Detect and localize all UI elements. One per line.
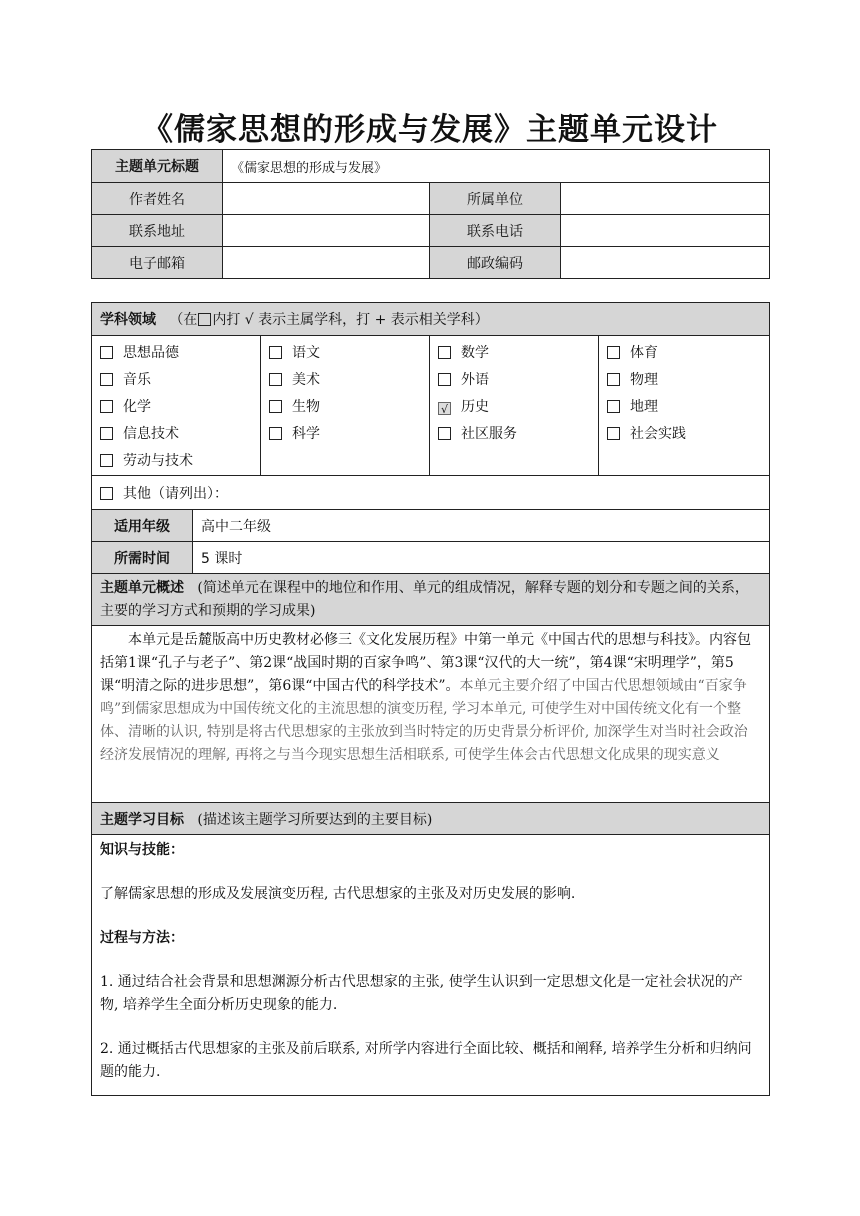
author-label: 作者姓名: [92, 183, 223, 215]
overview-text-secondary: 本单元主要介绍了中国古代思想领域由“百家争鸣”到儒家思想成为中国传统文化的主流思想的演变历程, 学习本单元, 可使学生对中国传统文化有一个整体、清晰的认识, 特别是将古代思想家的主张放到当时特定的历史背景分析评价, 加深学生对当时社会政治经济发展情况的理解, 再将之与当今现实思想生活相联系, 可使学生体会古代思想文化成果的现实意义: [100, 678, 748, 763]
subject-col-2: [261, 336, 430, 476]
subject-label: 物理: [630, 372, 658, 388]
checkbox-icon[interactable]: [607, 427, 620, 440]
subject-label: 音乐: [123, 372, 151, 388]
subject-item[interactable]: [607, 369, 761, 391]
subject-item[interactable]: [607, 423, 761, 445]
checkbox-icon[interactable]: [269, 400, 282, 413]
subjects-header-note-prefix: （在: [169, 312, 198, 328]
subject-item[interactable]: [269, 369, 421, 391]
subject-label: 生物: [292, 399, 320, 415]
overview-body[interactable]: [92, 626, 770, 803]
checkbox-icon[interactable]: [100, 373, 113, 386]
subject-item[interactable]: [269, 342, 421, 364]
subject-item[interactable]: [438, 423, 590, 445]
checkbox-icon[interactable]: [438, 346, 451, 359]
subject-label: 历史: [461, 399, 489, 415]
subject-other-row[interactable]: [92, 476, 770, 510]
subjects-header: [92, 303, 770, 336]
topic-label: 主题单元标题: [92, 150, 223, 183]
goals-note: (描述该主题学习所要达到的主要目标): [197, 811, 433, 828]
subject-label: 科学: [292, 426, 320, 442]
subject-col-4: [599, 336, 770, 476]
overview-text-main: 本单元是岳麓版高中历史教材必修三《文化发展历程》中第一单元《中国古代的思想与科技》。内容包括第1课“孔子与老子”、第2课“战国时期的百家争鸣”、第3课“汉代的大一统”，第4课“宋明理学”，第5课“明清之际的进步思想”，第6课“中国古代的科学技术”。: [100, 632, 751, 694]
subject-item[interactable]: [438, 369, 590, 391]
time-label: 所需时间: [92, 542, 193, 574]
subject-label: 体育: [630, 345, 658, 361]
subject-label: 信息技术: [123, 426, 179, 442]
subject-col-1: [92, 336, 261, 476]
info-table: [91, 149, 770, 279]
subject-item[interactable]: [100, 369, 252, 391]
subject-item[interactable]: [100, 396, 252, 418]
checkbox-icon[interactable]: [100, 427, 113, 440]
subject-item[interactable]: [100, 342, 252, 364]
page-title: 《儒家思想的形成与发展》主题单元设计: [142, 112, 718, 148]
subject-label: 外语: [461, 372, 489, 388]
subject-item[interactable]: [100, 450, 252, 472]
process-item-2: 2. 通过概括古代思想家的主张及前后联系, 对所学内容进行全面比较、概括和阐释, 培养学生分析和归纳问题的能力.: [100, 1041, 752, 1080]
goals-header: [92, 803, 770, 835]
unit-label: 所属单位: [430, 183, 561, 215]
postcode-label: 邮政编码: [430, 247, 561, 279]
subject-label: 美术: [292, 372, 320, 388]
subject-label: 社区服务: [461, 426, 517, 442]
overview-label: 主题单元概述: [100, 579, 184, 596]
subject-label: 地理: [630, 399, 658, 415]
address-label: 联系地址: [92, 215, 223, 247]
process-item-1: 1. 通过结合社会背景和思想渊源分析古代思想家的主张, 使学生认识到一定思想文化是一定社会状况的产物, 培养学生全面分析历史现象的能力.: [100, 974, 743, 1013]
topic-value[interactable]: 《儒家思想的形成与发展》: [223, 150, 770, 183]
subject-item[interactable]: [269, 423, 421, 445]
subject-label: 劳动与技术: [123, 453, 193, 469]
phone-label: 联系电话: [430, 215, 561, 247]
checkbox-icon[interactable]: [438, 373, 451, 386]
subject-item-history[interactable]: [438, 396, 590, 418]
checkbox-icon[interactable]: [100, 346, 113, 359]
process-heading: 过程与方法：: [100, 930, 184, 946]
checkbox-icon[interactable]: [269, 373, 282, 386]
subject-label: 语文: [292, 345, 320, 361]
overview-header: [92, 574, 770, 626]
subjects-header-note-suffix: 内打 √ 表示主属学科，打 + 表示相关学科）: [212, 312, 489, 328]
checkbox-icon[interactable]: [100, 487, 113, 500]
subject-other-label: 其他（请列出）：: [123, 485, 228, 502]
subject-label: 思想品德: [123, 345, 179, 361]
subject-label: 数学: [461, 345, 489, 361]
grade-value[interactable]: 高中二年级: [193, 510, 770, 542]
subject-label: 化学: [123, 399, 151, 415]
knowledge-text: 了解儒家思想的形成及发展演变历程, 古代思想家的主张及对历史发展的影响.: [100, 886, 576, 902]
subject-item[interactable]: [607, 342, 761, 364]
email-field[interactable]: [223, 247, 430, 279]
subjects-header-title: 学科领域: [100, 312, 156, 328]
subject-item[interactable]: [607, 396, 761, 418]
checkbox-icon[interactable]: [438, 427, 451, 440]
knowledge-heading: 知识与技能：: [100, 842, 184, 858]
phone-field[interactable]: [561, 215, 770, 247]
email-label: 电子邮箱: [92, 247, 223, 279]
address-field[interactable]: [223, 215, 430, 247]
checkbox-icon[interactable]: [607, 400, 620, 413]
overview-note: (简述单元在课程中的地位和作用、单元的组成情况，解释专题的划分和专题之间的关系，主要的学习方式和预期的学习成果): [100, 579, 749, 619]
subject-item[interactable]: [100, 423, 252, 445]
subject-item[interactable]: [438, 342, 590, 364]
checkbox-icon[interactable]: [269, 427, 282, 440]
checkbox-sample-icon: [198, 313, 211, 326]
subject-label: 社会实践: [630, 426, 686, 442]
checkbox-icon[interactable]: [607, 346, 620, 359]
goals-body[interactable]: [92, 835, 770, 1096]
postcode-field[interactable]: [561, 247, 770, 279]
unit-field[interactable]: [561, 183, 770, 215]
checkbox-icon[interactable]: [100, 400, 113, 413]
grade-label: 适用年级: [92, 510, 193, 542]
checked-checkbox-icon[interactable]: √: [438, 402, 451, 415]
checkbox-icon[interactable]: [607, 373, 620, 386]
goals-label: 主题学习目标: [100, 811, 184, 828]
subject-col-3: [430, 336, 599, 476]
time-value[interactable]: 5 课时: [193, 542, 770, 574]
author-field[interactable]: [223, 183, 430, 215]
design-table: [91, 302, 770, 1096]
subject-item[interactable]: [269, 396, 421, 418]
checkbox-icon[interactable]: [269, 346, 282, 359]
checkbox-icon[interactable]: [100, 454, 113, 467]
